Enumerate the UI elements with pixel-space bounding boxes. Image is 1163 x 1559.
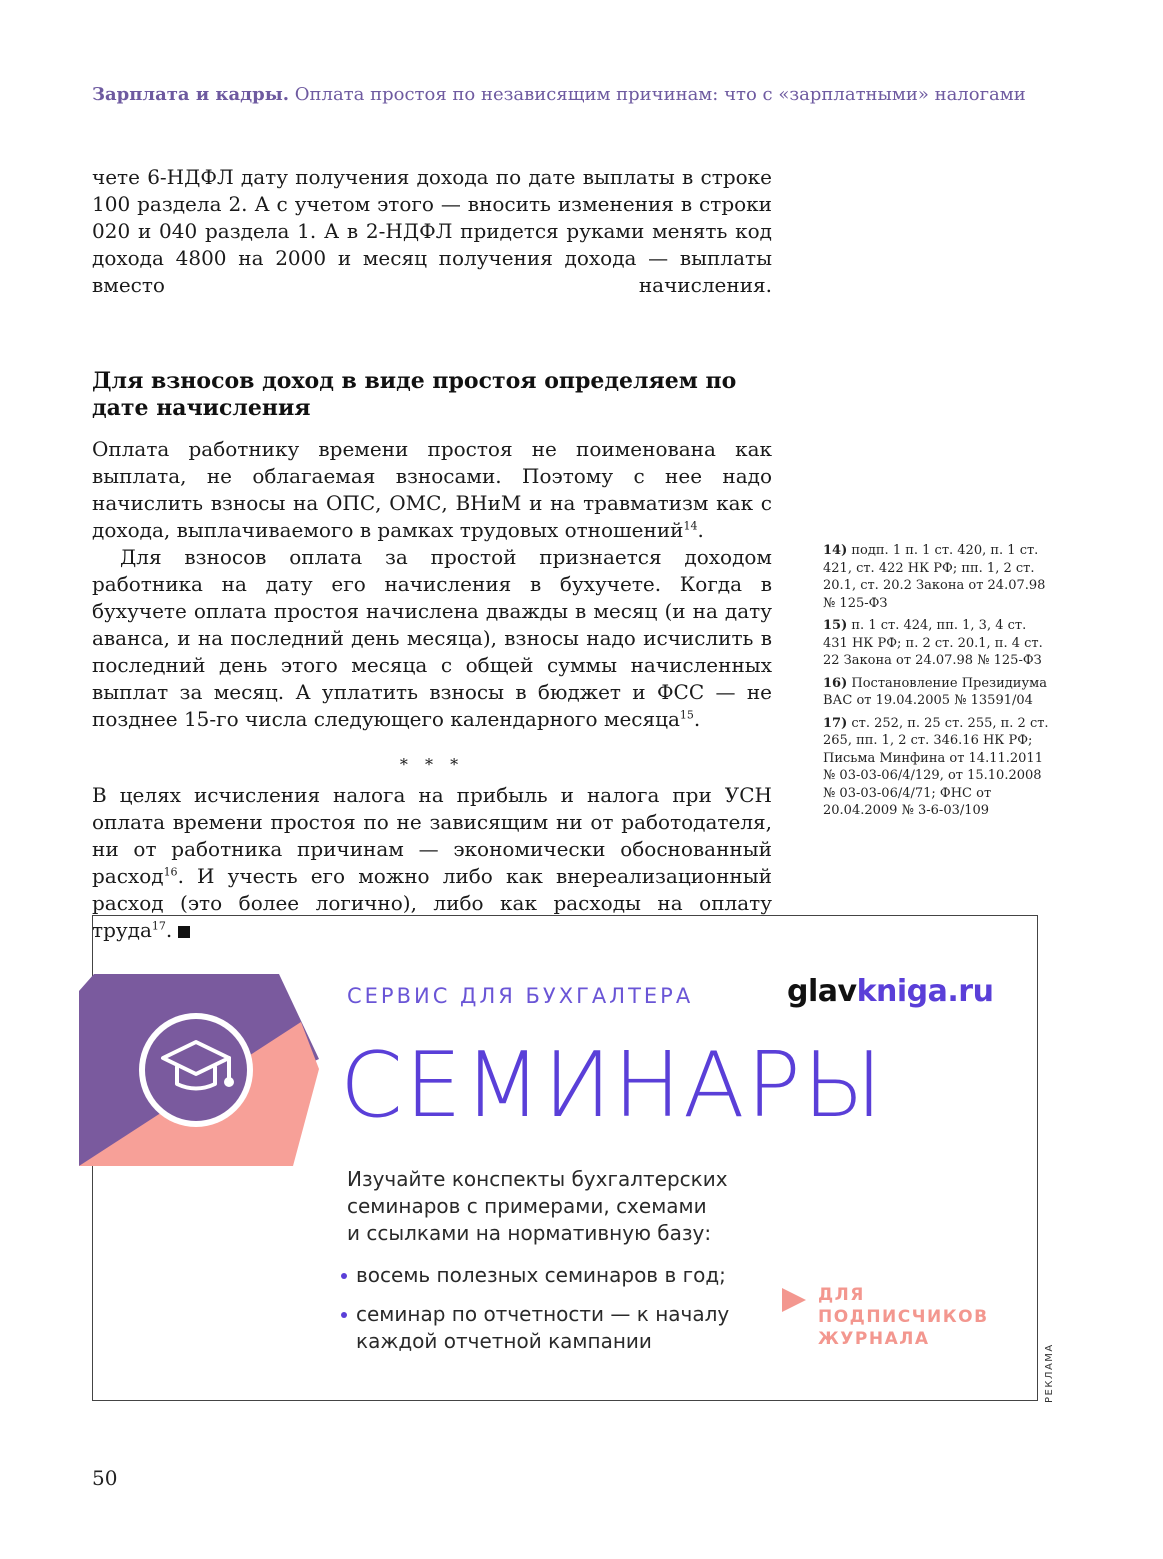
triangle-arrow-icon <box>782 1288 806 1312</box>
page-number: 50 <box>92 1466 118 1490</box>
footnotes <box>823 542 1055 825</box>
ad-bullet-list <box>340 1262 760 1367</box>
list-item: восемь полезных семинаров в год; <box>340 1262 760 1289</box>
ad-description: Изучайте конспекты бухгалтерских семинаров с примерами, схемами и ссылками на нормативную базу: <box>347 1167 728 1245</box>
footnote-ref[interactable]: 14 <box>683 519 698 533</box>
section-heading: Для взносов доход в виде простоя определяем по дате начисления <box>92 368 737 421</box>
separator: * * * <box>399 755 465 774</box>
footnote: 14) подп. 1 п. 1 ст. 420, п. 1 ст. 421, ст. 422 НК РФ; пп. 1, 2 ст. 20.1, ст. 20.2 Закона от 24.07.98 № 125-ФЗ <box>823 543 1046 611</box>
footnote: 16) Постановление Президиума ВАС от 19.04.2005 № 13591/04 <box>823 675 1047 708</box>
footnote-ref[interactable]: 17 <box>151 919 166 933</box>
seminar-badge <box>79 974 319 1166</box>
ad-mark: РЕКЛАМА <box>1044 1343 1055 1403</box>
glavkniga-logo[interactable]: glavkniga.ru <box>787 974 994 1009</box>
section-name: Зарплата и кадры. <box>92 84 290 105</box>
footnote: 17) ст. 252, п. 25 ст. 255, п. 2 ст. 265, пп. 1, 2 ст. 346.16 НК РФ; Письма Минфина от 14.11.2011 № 03-03-06/4/129, от 15.10.2008 № 03-03-06/4/71; ФНС от 20.04.2009 № 3-6-03/109 <box>823 715 1049 818</box>
running-head <box>92 84 1052 105</box>
subscribers-text: ДЛЯ ПОДПИСЧИКОВ ЖУРНАЛА <box>818 1285 989 1349</box>
footnote-ref[interactable]: 16 <box>163 865 178 879</box>
intro-paragraph: чете 6-НДФЛ дату получения дохода по дате выплаты в строке 100 раздела 2. А с учетом этого — вносить изменения в строки 020 и 040 раздела 1. А в 2-НДФЛ придется руками менять код дохода 4800 на 2000 и месяц получения дохода — выплаты вместо начисления. <box>92 165 772 297</box>
paragraph-1: Оплата работнику времени простоя не поименована как выплата, не облагаемая взносами. Поэтому с нее надо начислить взносы на ОПС, ОМС, ВНиМ и на травматизм как с дохода, выплачиваемого в рамках трудовых отношений$^{14}$. <box>92 437 772 542</box>
paragraph-3: В целях исчисления налога на прибыль и налога при УСН оплата времени простоя по не зависящим ни от работодателя, ни от работника причинам — экономически обоснованный расход$^{16}$. И учесть его можно либо как внереализационный расход (это более логично), либо как расходы на оплату труда$^{17}$. <box>92 783 772 942</box>
footnote-ref[interactable]: 15 <box>679 708 694 722</box>
ad-service-label: СЕРВИС ДЛЯ БУХГАЛТЕРА <box>347 984 694 1008</box>
article-title: Оплата простоя по независящим причинам: что с «зарплатными» налогами <box>294 84 1026 105</box>
footnote: 15) п. 1 ст. 424, пп. 1, 3, 4 ст. 431 НК РФ; п. 2 ст. 20.1, п. 4 ст. 22 Закона от 24.07.98 № 125-ФЗ <box>823 618 1043 668</box>
list-item: семинар по отчетности — к началу каждой отчетной кампании <box>340 1301 760 1355</box>
article-body <box>92 164 772 944</box>
ad-title: СЕМИНАРЫ <box>340 1033 885 1138</box>
paragraph-2: Для взносов оплата за простой признается доходом работника на дату его начисления в бухучете. Когда в бухучете оплата простоя начислена дважды в месяц (и на дату аванса, и на последний день месяца), взносы надо исчислить в последний день этого месяца с общей суммы начисленных выплат за месяц. А уплатить взносы в бюджет и ФСС — не позднее 15-го числа следующего календарного месяца$^{15}$. <box>92 545 772 731</box>
